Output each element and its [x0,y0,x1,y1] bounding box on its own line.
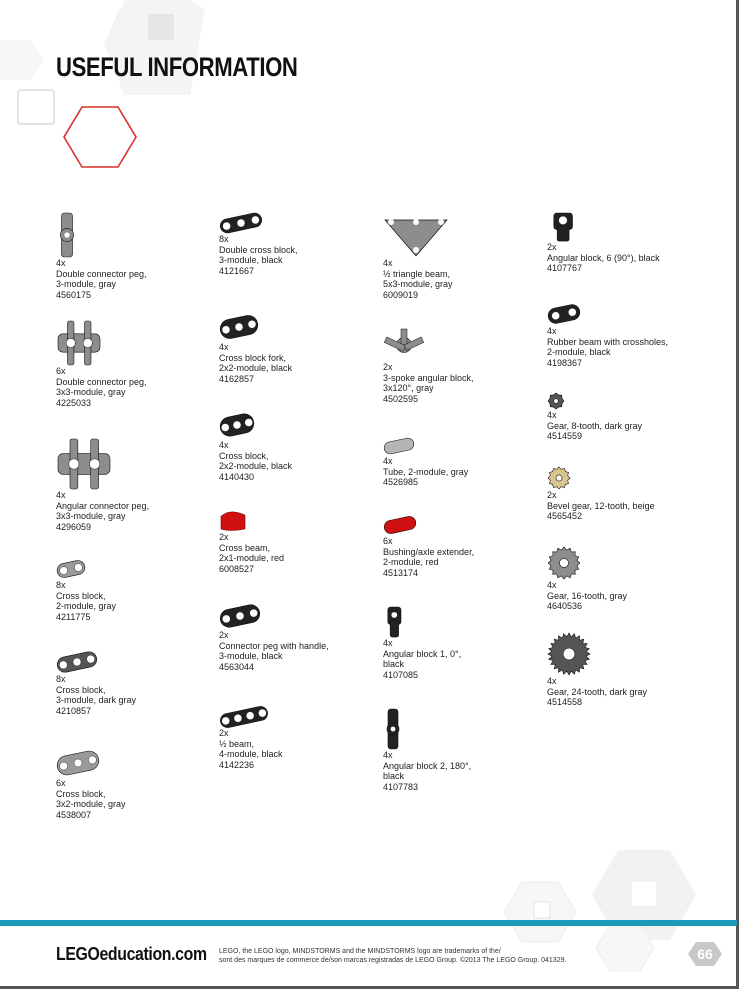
part-item [219,508,379,574]
part-number: 4565452 [547,511,583,521]
part-item [219,410,379,482]
part-description: Double cross block, 3-module, black [219,244,298,265]
cross-block-2x2-icon [219,410,255,440]
part-description: 3-spoke angular block, 3x120°, gray [383,372,474,393]
part-quantity: 4x [383,258,393,268]
peg-handle-icon [219,602,261,630]
legal-line-2: sont des marques de commerce de/son marcas registradas de LEGO Group. ©2013 The LEGO Group. 041329. [219,957,567,964]
part-number: 4142236 [219,759,255,770]
part-description: Tube, 2-module, gray [383,466,469,477]
triangle-beam-icon [383,212,449,258]
half-beam-icon [219,706,269,728]
part-item [547,212,707,274]
part-item [383,212,543,300]
part-number: 4107783 [383,781,419,792]
part-item [547,392,707,442]
gear-16-icon [547,546,581,580]
part-quantity: 8x [56,580,66,590]
part-description: Cross block, 3-module, dark gray [56,684,137,705]
angular-block-2-icon [383,708,403,750]
angular-block-90-icon [547,212,581,242]
part-item [547,302,707,368]
double-cross-block-icon [219,212,263,234]
part-quantity: 4x [56,490,66,500]
peg-icon [56,212,78,258]
footer-legal-text [219,947,566,965]
part-description: Rubber beam with crossholes, 2-module, black [547,336,669,357]
part-quantity: 4x [56,258,66,268]
part-number: 4563044 [219,661,255,672]
part-description: ½ triangle beam, 5x3-module, gray [383,268,453,289]
part-item [56,438,216,532]
part-number: 4140430 [219,471,255,482]
angular-peg-icon [56,438,112,490]
part-item [56,650,216,716]
cross-block-long-icon [56,650,98,674]
part-description: Gear, 8-tooth, dark gray [547,420,643,431]
part-description: Gear, 24-tooth, dark gray [547,686,648,697]
part-item [56,320,216,408]
part-number: 4211775 [56,611,91,622]
part-description: Connector peg with handle, 3-module, black [219,640,329,661]
part-number: 4526985 [383,477,419,487]
part-quantity: 2x [383,362,393,372]
part-number: 4514559 [547,431,583,441]
part-description: Angular connector peg, 3x3-module, gray [56,500,150,521]
bushing-icon [383,514,417,536]
part-description: Angular block, 6 (90°), black [547,252,660,263]
hexagon-decoration-top [0,0,260,180]
part-number: 6009019 [383,289,419,300]
part-quantity: 4x [383,638,393,648]
part-number: 4210857 [56,705,92,716]
part-description: Cross block, 3x2-module, gray [56,788,126,809]
part-quantity: 2x [219,532,229,542]
cross-block-3x2-icon [56,748,100,778]
part-quantity: 2x [219,630,229,640]
part-number: 4502595 [383,393,419,404]
part-quantity: 6x [56,778,66,788]
part-quantity: 8x [56,674,66,684]
part-item [547,632,707,708]
part-quantity: 2x [219,728,229,738]
part-quantity: 2x [547,242,557,252]
part-number: 4560175 [56,289,92,300]
part-number: 4640536 [547,601,583,611]
part-number: 4107767 [547,263,583,273]
part-number: 4107085 [383,669,419,680]
part-number: 6008527 [219,563,255,574]
part-item [383,606,543,680]
part-quantity: 2x [547,490,557,500]
part-number: 4296059 [56,521,92,532]
part-number: 4514558 [547,697,583,707]
part-quantity: 4x [219,342,229,352]
cross-block-icon [56,558,86,580]
part-quantity: 8x [219,234,229,244]
part-item [383,708,543,792]
page-title: USEFUL INFORMATION [56,52,298,82]
part-description: Gear, 16-tooth, gray [547,590,628,601]
part-description: Double connector peg, 3-module, gray [56,268,147,289]
part-quantity: 4x [547,326,557,336]
part-description: Bushing/axle extender, 2-module, red [383,546,475,567]
double-peg-icon [56,320,102,366]
page-number-badge [688,941,722,967]
part-quantity: 6x [383,536,393,546]
part-description: Cross beam, 2x1-module, red [219,542,285,563]
rubber-beam-icon [547,302,581,326]
legal-line-1: LEGO, the LEGO logo, MINDSTORMS and the MINDSTORMS logo are trademarks of the/ [219,948,501,955]
footer-website[interactable]: LEGOeducation.com [56,944,207,964]
part-item [383,436,543,488]
part-description: Angular block 2, 180°, black [383,760,472,781]
part-item [219,602,379,672]
part-number: 4225033 [56,397,92,408]
part-quantity: 6x [56,366,66,376]
part-item [219,212,379,276]
part-description: Bevel gear, 12-tooth, beige [547,500,655,511]
part-quantity: 4x [219,440,229,450]
part-item [383,328,543,404]
footer-accent-bar [0,920,737,926]
page-number: 66 [697,946,713,962]
part-item [547,546,707,612]
part-item [219,312,379,384]
spoke-block-icon [383,328,425,362]
part-description: Cross block, 2x2-module, black [219,450,293,471]
part-quantity: 4x [547,580,557,590]
cross-beam-icon [219,508,247,532]
part-quantity: 4x [383,456,393,466]
part-description: ½ beam, 4-module, black [219,738,283,759]
part-quantity: 4x [383,750,393,760]
tube-icon [383,436,415,456]
angular-block-icon [383,606,407,638]
part-number: 4538007 [56,809,92,820]
part-item [219,706,379,770]
part-description: Cross block fork, 2x2-module, black [219,352,293,373]
part-item [56,212,216,300]
bevel-gear-icon [547,466,571,490]
gear-8-icon [547,392,565,410]
part-number: 4162857 [219,373,255,384]
part-description: Double connector peg, 3x3-module, gray [56,376,147,397]
cross-block-fork-icon [219,312,259,342]
part-number: 4121667 [219,265,255,276]
part-quantity: 4x [547,410,557,420]
part-description: Angular block 1, 0°, black [383,648,462,669]
part-item [56,748,216,820]
part-item [383,514,543,578]
part-number: 4198367 [547,357,583,368]
part-number: 4513174 [383,567,419,578]
part-item [56,558,216,622]
part-quantity: 4x [547,676,557,686]
part-item [547,466,707,522]
gear-24-icon [547,632,591,676]
part-description: Cross block, 2-module, gray [56,590,117,611]
